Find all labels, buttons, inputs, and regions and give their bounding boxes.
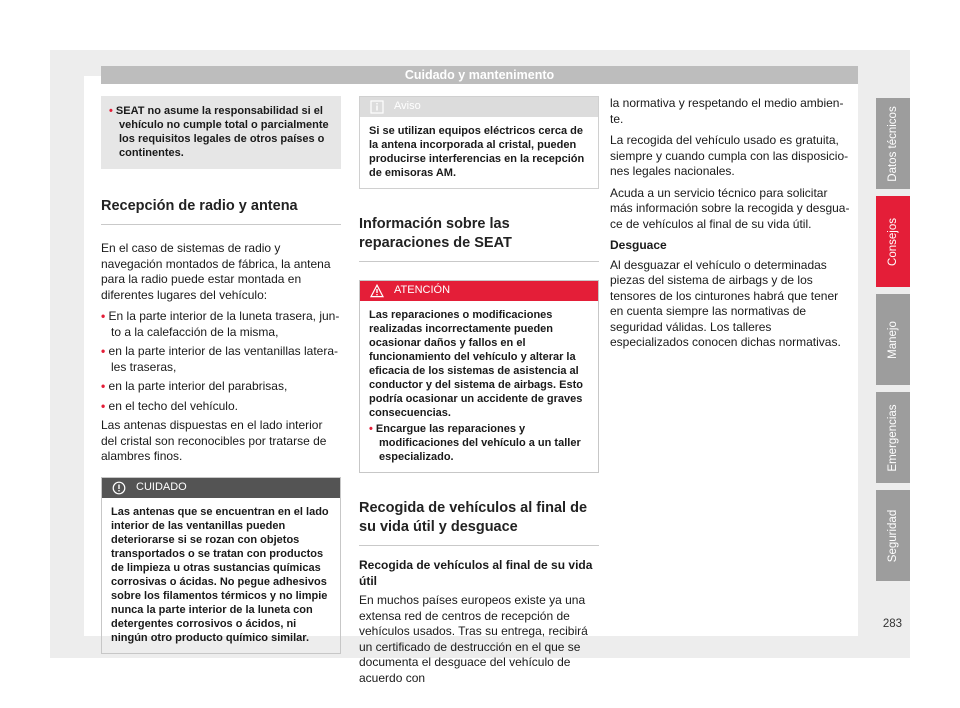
- section-heading-repairs: [359, 215, 599, 262]
- list-item: • en la parte interior de las ventanillas laterales traseras,: [101, 344, 339, 374]
- radio-intro: En el caso de sistemas de radio y navegación montados de fábrica, la antena para la radio puede estar montada en diferentes lugares del vehículo:: [101, 241, 331, 302]
- column-2: [359, 96, 599, 692]
- aviso-title: Aviso: [394, 100, 421, 113]
- atencion-title: ATENCIÓN: [394, 284, 451, 297]
- atencion-notice: [359, 280, 599, 473]
- paragraph: Acuda a un servicio técnico para solicitar más información sobre la recogida y desguace de vehículos al final de su vida útil.: [610, 185, 850, 231]
- exclamation-circle-icon: [112, 481, 126, 495]
- page-header: Cuidado y mantenimento: [101, 66, 858, 84]
- section-heading-radio: [101, 197, 341, 225]
- list-item: • En la parte interior de la luneta trasera, junto a la calefacción de la misma,: [101, 309, 340, 339]
- cuidado-header: [102, 478, 340, 498]
- tab-emergencias[interactable]: Emergencias: [876, 392, 910, 483]
- tab-manejo[interactable]: Manejo: [876, 294, 910, 385]
- heading-recycling: Recogida de vehículos al final de su vida útil y desguace: [359, 500, 588, 535]
- cuidado-notice: [101, 477, 341, 654]
- legal-notice-box: [101, 96, 341, 169]
- antenna-paragraph: Las antenas dispuestas en el lado interior del cristal son reconocibles por tratarse de alambres finos.: [101, 418, 327, 463]
- paragraph: Al desguazar el vehículo o determinadas piezas del sistema de airbags y de los tensores de los cinturones habrá que tener en cuenta siempre las normativas de seguridad válidas. Los talleres especializados conocen dichas normativas.: [610, 257, 841, 349]
- aviso-text: Si se utilizan equipos eléctricos cerca de la antena incorporada al cristal, pueden producirse interferencias en la recepción de emisoras AM.: [369, 125, 585, 179]
- column-1: [101, 96, 341, 666]
- recycling-paragraph: En muchos países europeos existe ya una extensa red de centros de recepción de vehículos usados. Tras su entrega, recibirá un certificado de destrucción en el que se documenta el desguace del vehículo de acuerdo con: [359, 593, 588, 685]
- legal-notice-text: SEAT no asume la responsabilidad si el vehículo no cumple total o parcialmente los requisitos legales de otros países o continentes.: [115, 105, 329, 159]
- list-item: • Encargue las reparaciones y modificaciones del vehículo a un taller especializado.: [369, 423, 581, 463]
- bullet-dot: •: [109, 105, 113, 117]
- page-number: 283: [882, 618, 902, 630]
- paragraph: la normativa y respetando el medio ambiente.: [610, 96, 844, 126]
- info-square-icon: [370, 100, 384, 114]
- tab-seguridad[interactable]: Seguridad: [876, 490, 910, 581]
- cuidado-text: Las antenas que se encuentran en el lado interior de las ventanillas pueden deteriorarse si se rozan con objetos transportados o se tratan con productos de limpieza u otras sustancias químicas corrosivas o ácidas. No pegue adhesivos sobre los filamentos térmicos y no limpie nunca la parte interior de la luneta con detergentes corrosivos o ácidos, ni ningún otro producto químico similar.: [111, 505, 329, 644]
- subheading-recycling: Recogida de vehículos al final de su vida útil: [359, 558, 593, 588]
- tab-consejos[interactable]: Consejos: [876, 196, 910, 287]
- atencion-text: Las reparaciones o modificaciones realizadas incorrectamente pueden ocasionar daños y fallos en el funcionamiento del vehículo y alterar la eficacia de los sistemas de asistencia al conductor y del sistema de airbags. Esto podría ocasionar un accidente de graves consecuencias.: [369, 309, 583, 419]
- heading-repairs: Información sobre las reparaciones de SEAT: [359, 216, 512, 251]
- heading-radio: Recepción de radio y antena: [101, 198, 298, 214]
- paragraph: La recogida del vehículo usado es gratuita, siempre y cuando cumpla con las disposiciones legales nacionales.: [610, 133, 849, 178]
- atencion-header: [360, 281, 598, 301]
- subheading-desguace: Desguace: [610, 238, 667, 252]
- aviso-notice: [359, 96, 599, 189]
- warning-triangle-icon: [370, 284, 384, 298]
- list-item: • en el techo del vehículo.: [101, 398, 238, 413]
- list-item: • en la parte interior del parabrisas,: [101, 379, 288, 393]
- tab-datos-tecnicos[interactable]: Datos técnicos: [876, 98, 910, 189]
- column-3: [610, 96, 850, 357]
- aviso-header: [360, 97, 598, 117]
- section-heading-recycling: [359, 499, 599, 546]
- cuidado-title: CUIDADO: [136, 480, 187, 493]
